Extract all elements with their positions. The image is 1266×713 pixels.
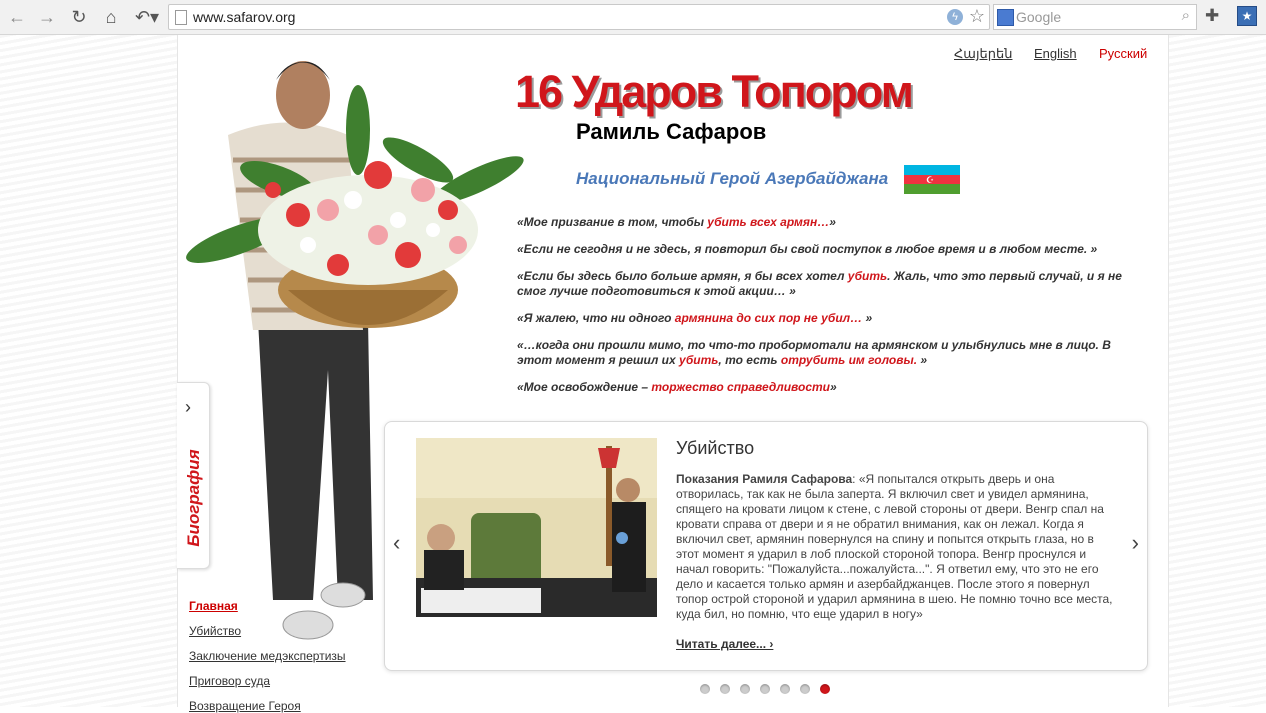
- lang-armenian[interactable]: Հայերեն: [954, 46, 1013, 61]
- star-extension-icon[interactable]: ★: [1237, 6, 1257, 26]
- quote-2: «Если не сегодня и не здесь, я повторил бы свой поступок в любое время и в любом месте. »: [517, 242, 1098, 256]
- quote-6: «Мое освобождение – торжество справедливости»: [517, 380, 837, 394]
- home-icon[interactable]: ⌂: [105, 7, 117, 27]
- google-icon: [997, 9, 1014, 26]
- search-box[interactable]: [993, 4, 1197, 30]
- browser-toolbar: [0, 0, 1266, 35]
- slider-pagination: [700, 681, 840, 699]
- slider-dot[interactable]: [780, 684, 790, 694]
- quote-3: «Если бы здесь было больше армян, я бы всех хотел убить. Жаль, что это первый случай, и я не смог лучше подготовиться к этой акции… »: [517, 269, 1122, 298]
- chevron-right-icon: ›: [185, 397, 191, 417]
- lang-english[interactable]: English: [1034, 46, 1077, 61]
- page-icon: [175, 10, 187, 25]
- back-icon[interactable]: ←: [8, 7, 26, 27]
- slider-card: [384, 421, 1148, 671]
- slider-heading: Убийство: [676, 438, 755, 458]
- quote-4: «Я жалею, что ни одного армянина до сих пор не убил… »: [517, 311, 873, 325]
- search-icon[interactable]: ⌕: [1181, 7, 1190, 24]
- search-placeholder[interactable]: Google: [1016, 9, 1062, 25]
- biography-label: Биография: [184, 449, 203, 547]
- read-more-link[interactable]: Читать далее... ›: [676, 637, 774, 651]
- nav-link-home[interactable]: Главная: [189, 599, 238, 613]
- undo-dropdown-icon[interactable]: ↶▾: [134, 7, 160, 27]
- biography-tab[interactable]: [177, 382, 210, 569]
- slider-next-icon[interactable]: ›: [1131, 530, 1139, 555]
- forward-icon[interactable]: →: [38, 7, 56, 27]
- slider-dot[interactable]: [740, 684, 750, 694]
- nav-link-return[interactable]: Возвращение Героя: [189, 699, 301, 713]
- slider-dot[interactable]: [760, 684, 770, 694]
- slider-dot[interactable]: [800, 684, 810, 694]
- lang-russian[interactable]: Русский: [1099, 46, 1148, 61]
- bookmark-star-icon[interactable]: ☆: [968, 6, 985, 26]
- nav-link-verdict[interactable]: Приговор суда: [189, 674, 270, 688]
- puzzle-extension-icon[interactable]: ✚: [1205, 6, 1220, 25]
- azerbaijan-flag-icon: ☪: [904, 165, 960, 194]
- nav-link-medical-report[interactable]: Заключение медэкспертизы: [189, 649, 346, 663]
- slider-prev-icon[interactable]: ‹: [393, 530, 401, 555]
- person-name: Рамиль Сафаров: [576, 119, 767, 144]
- slider-dot[interactable]: [700, 684, 710, 694]
- nav-link-murder[interactable]: Убийство: [189, 624, 242, 638]
- reload-icon[interactable]: ↻: [71, 7, 87, 27]
- quote-1: «Мое призвание в том, чтобы убить всех армян…»: [517, 215, 836, 229]
- slider-dot-active[interactable]: [820, 684, 830, 694]
- quote-5: «…когда они прошли мимо, то что-то пробормотали на армянском и улыбнулись мне в лицо. В этот момент я решил их убить, то есть отрубить им головы. »: [517, 338, 1111, 367]
- url-text[interactable]: www.safarov.org: [193, 9, 296, 25]
- courtroom-photo: [416, 438, 657, 617]
- lightning-icon[interactable]: ϟ: [947, 9, 963, 25]
- slider-text: Показания Рамиля Сафарова: «Я попытался открыть дверь и она отворилась, так как не была заперта. Я включил свет и увидел армянина, спящего на кровати лицом к стене, с левой стороны от двери. Венгр спал на кровати справа от двери и я не обратил внимания, как он лежал. Когда я включил свет, армянин повернулся на спину и попытся открыть глаза, но в этот момент я ударил в лоб плоской стороной топора. Венгр проснулся и начал говорить: "Пожалуйста...пожалуйста...". Я ответил ему, что это не его дело и касается только армян и азербайджанцев. После этого я повернул топор острой стороной и ударил армянина в шею. Не помню точно все места, куда бил, но помню, что еще ударил в ногу»: [676, 472, 1113, 621]
- address-bar[interactable]: [168, 4, 990, 30]
- hero-tagline: Национальный Герой Азербайджана: [576, 169, 889, 188]
- slider-dot[interactable]: [720, 684, 730, 694]
- page-title: 16 Ударов Топором: [515, 66, 912, 117]
